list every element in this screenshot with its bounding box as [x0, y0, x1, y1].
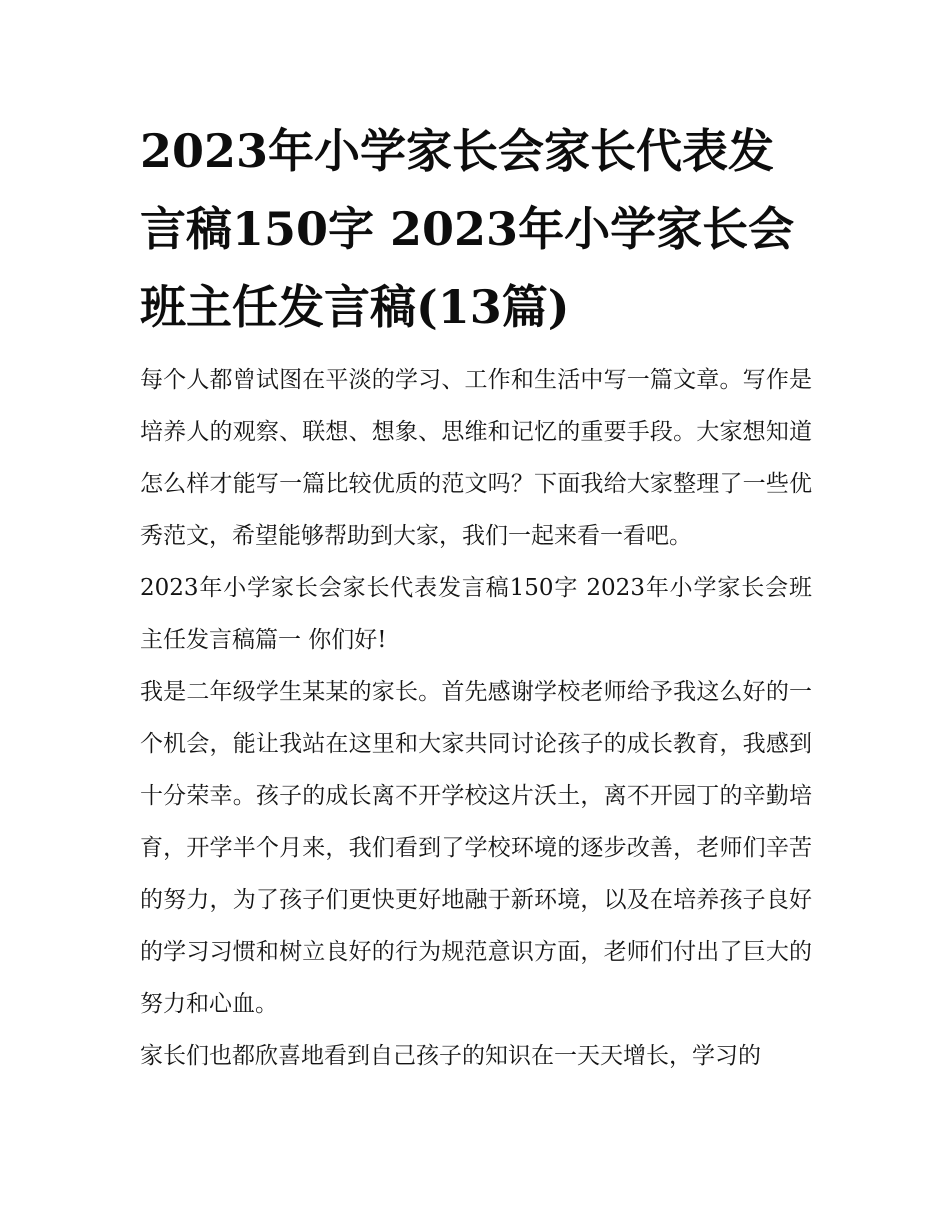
- document-body: [140, 112, 812, 1082]
- intro-paragraph: 每个人都曾试图在平淡的学习、工作和生活中写一篇文章。写作是培养人的观察、联想、想象、思维和记忆的重要手段。大家想知道怎么样才能写一篇比较优质的范文吗？下面我给大家整理了一些优秀范文，希望能够帮助到大家，我们一起来看一看吧。: [140, 367, 812, 549]
- section-heading-paragraph: 2023年小学家长会家长代表发言稿150字 2023年小学家长会班主任发言稿篇一 你们好!: [140, 575, 812, 653]
- body-paragraph-continued: 家长们也都欣喜地看到自己孩子的知识在一天天增长，学习的: [140, 1043, 761, 1069]
- document-title: 2023年小学家长会家长代表发言稿150字 2023年小学家长会班主任发言稿(13篇): [140, 124, 795, 334]
- body-paragraph: 我是二年级学生某某的家长。首先感谢学校老师给予我这么好的一个机会，能让我站在这里和大家共同讨论孩子的成长教育，我感到十分荣幸。孩子的成长离不开学校这片沃土，离不开园丁的辛勤培育，开学半个月来，我们看到了学校环境的逐步改善，老师们辛苦的努力，为了孩子们更快更好地融于新环境，以及在培养孩子良好的学习习惯和树立良好的行为规范意识方面，老师们付出了巨大的努力和心血。: [140, 679, 812, 1017]
